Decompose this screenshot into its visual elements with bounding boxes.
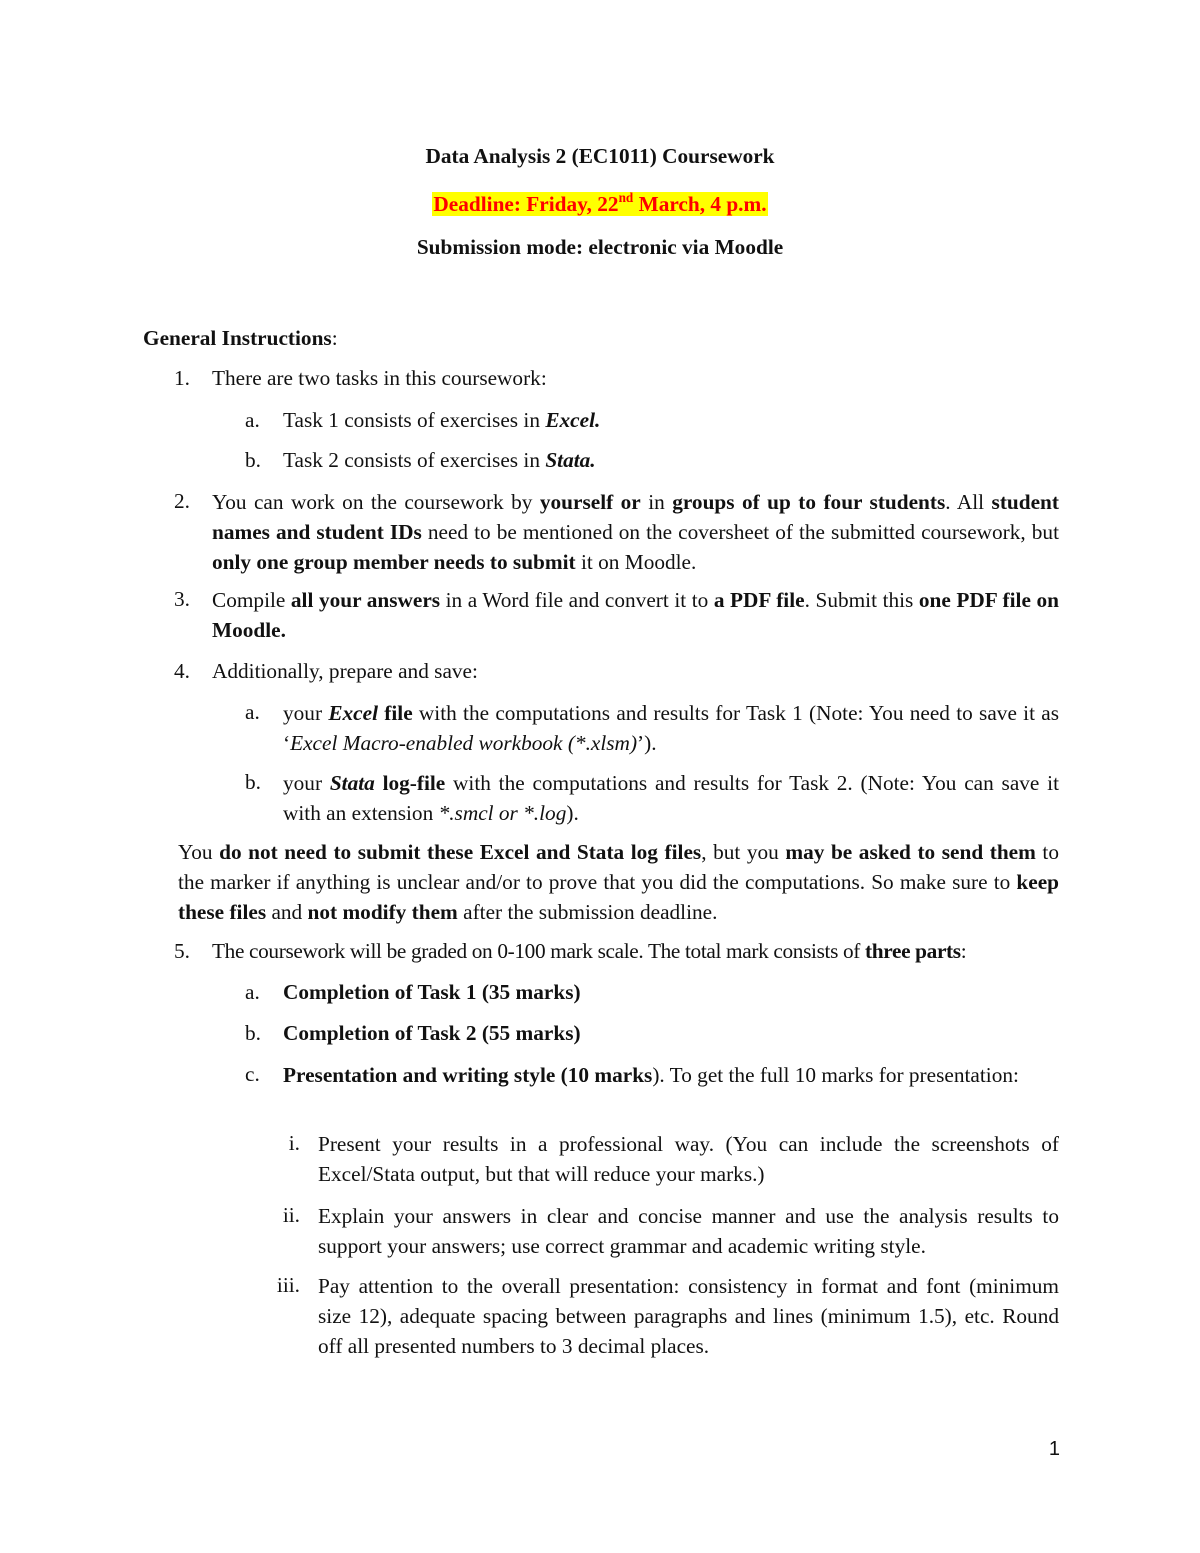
item-5c-iii-text: Pay attention to the overall presentation: consistency in format and font (minimum size 12), adequate spacing between paragraphs and lines (minimum 1.5), etc. Round off all presented numbers to 3 decimal places. (318, 1274, 1059, 1358)
note-paragraph: You do not need to submit these Excel and Stata log files, but you may be asked to send them to the marker if anything is unclear and/or to prove that you did the computations. So make sure to keep these files and not modify them after the submission deadline. (178, 840, 1059, 924)
item-4b-text: your Stata log-file with the computations and results for Task 2. (Note: You can save it with an extension *.smcl or *.log). (283, 771, 1059, 825)
deadline-highlight: Deadline: Friday, 22nd March, 4 p.m. (433, 190, 767, 216)
item-4a-letter: a. (245, 700, 260, 724)
general-instructions-heading: General Instructions: (143, 326, 338, 350)
item-5b-letter: b. (245, 1021, 261, 1045)
page-number: 1 (1048, 1438, 1060, 1460)
item-5c-i-numeral: i. (288, 1131, 300, 1155)
list-number-2: 2. (174, 489, 190, 513)
item-1b-letter: b. (245, 448, 261, 472)
item-1-text: There are two tasks in this coursework: (212, 366, 547, 390)
item-4-text: Additionally, prepare and save: (212, 659, 478, 683)
item-1a-letter: a. (245, 408, 260, 432)
item-5c-ii-text: Explain your answers in clear and concise manner and use the analysis results to support your answers; use correct grammar and academic writing style. (318, 1204, 1059, 1258)
item-1a-text: Task 1 consists of exercises in Excel. (283, 408, 601, 432)
list-number-4: 4. (174, 659, 190, 683)
item-5c-iii-numeral: iii. (276, 1273, 300, 1297)
item-5b-text: Completion of Task 2 (55 marks) (283, 1021, 581, 1045)
submission-mode: Submission mode: electronic via Moodle (416, 235, 784, 259)
item-4a-text: your Excel file with the computations and results for Task 1 (Note: You need to save it as ‘Excel Macro-enabled workbook (*.xlsm)’). (283, 701, 1059, 755)
item-5c-letter: c. (245, 1062, 260, 1086)
item-4b-letter: b. (245, 770, 261, 794)
item-3-text: Compile all your answers in a Word file and convert it to a PDF file. Submit this one PDF file on Moodle. (212, 588, 1059, 642)
item-5c-ii-numeral: ii. (282, 1203, 300, 1227)
document-title: Data Analysis 2 (EC1011) Coursework (425, 144, 775, 168)
item-5-text: The coursework will be graded on 0-100 mark scale. The total mark consists of three parts: (212, 939, 967, 963)
list-number-3: 3. (174, 587, 190, 611)
list-number-5: 5. (174, 939, 190, 963)
item-5c-i-text: Present your results in a professional way. (You can include the screenshots of Excel/Stata output, but that will reduce your marks.) (318, 1132, 1059, 1186)
list-number-1: 1. (174, 366, 190, 390)
item-5c-text: Presentation and writing style (10 marks). To get the full 10 marks for presentation: (283, 1063, 1019, 1087)
item-1b-text: Task 2 consists of exercises in Stata. (283, 448, 596, 472)
deadline-line (0, 190, 1200, 220)
item-5a-letter: a. (245, 980, 260, 1004)
item-2-text: You can work on the coursework by yourself or in groups of up to four students. All student names and student IDs need to be mentioned on the coversheet of the submitted coursework, but only one group member needs to submit it on Moodle. (212, 490, 1059, 574)
item-5a-text: Completion of Task 1 (35 marks) (283, 980, 581, 1004)
